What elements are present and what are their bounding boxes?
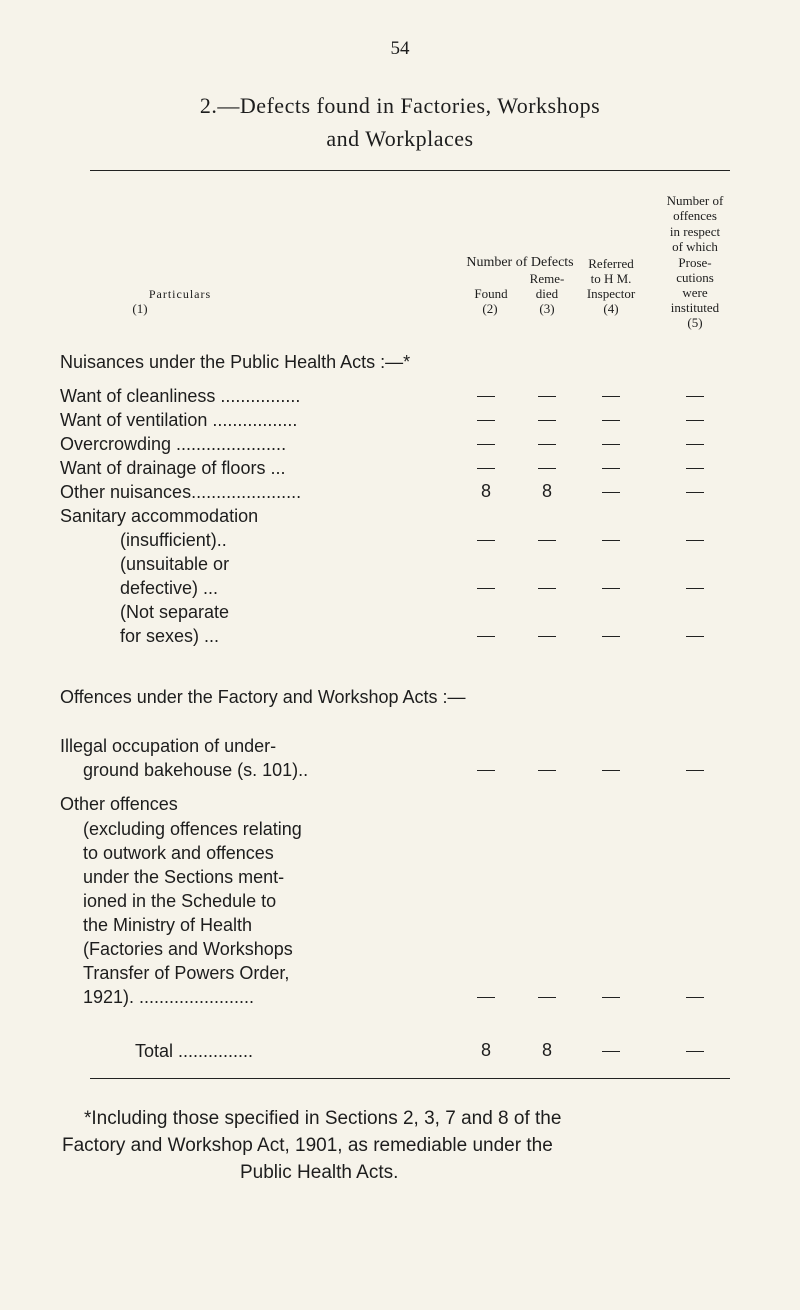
dash-cell: [466, 433, 506, 454]
dash-cell: [466, 625, 506, 646]
dash-cell: [591, 986, 631, 1007]
dash-cell: [466, 529, 506, 550]
header-particulars: Particulars: [148, 287, 212, 301]
header-remedied-num: (3): [539, 301, 555, 316]
dash-cell: [675, 409, 715, 430]
header-prosecutions-8: instituted: [670, 300, 720, 315]
dash-cell: [527, 457, 567, 478]
row-other-offences-6: the Ministry of Health: [83, 915, 253, 935]
header-prosecutions-7: were: [682, 285, 708, 300]
dash-cell: [675, 385, 715, 406]
total-label: Total ...............: [135, 1041, 254, 1061]
header-found-num: (2): [482, 301, 498, 316]
row-not-separate-2: for sexes) ...: [120, 626, 220, 646]
dash-cell: [675, 625, 715, 646]
header-prosecutions-1: Number of: [666, 193, 724, 208]
dash-cell: [527, 986, 567, 1007]
dash-cell: [466, 385, 506, 406]
dash-cell: [591, 1040, 631, 1061]
header-prosecutions-num: (5): [687, 315, 703, 330]
row-want-of-cleanliness: Want of cleanliness ................: [60, 386, 301, 406]
bottom-rule: [90, 1078, 730, 1079]
dash-cell: [675, 433, 715, 454]
header-number-of-defects: Number of Defects: [466, 255, 574, 270]
header-referred-num: (4): [603, 301, 619, 316]
dash-cell: [466, 759, 506, 780]
row-insufficient: (insufficient)..: [120, 530, 227, 550]
row-other-offences-3: to outwork and offences: [83, 843, 274, 863]
dash-cell: [591, 625, 631, 646]
dash-cell: [591, 457, 631, 478]
dash-cell: [591, 481, 631, 502]
section-title: 2.—Defects found in Factories, Workshops: [199, 93, 601, 118]
dash-cell: [527, 385, 567, 406]
header-remedied-1: Reme-: [529, 271, 565, 286]
dash-cell: [466, 986, 506, 1007]
dash-cell: [675, 759, 715, 780]
row-illegal-occupation-1: Illegal occupation of under-: [60, 736, 277, 756]
section-title-line2: and Workplaces: [326, 126, 474, 151]
section-offences: Offences under the Factory and Workshop Acts :—: [60, 687, 466, 707]
dash-cell: [527, 577, 567, 598]
row-overcrowding: Overcrowding ......................: [60, 434, 287, 454]
footnote-line3: Public Health Acts.: [240, 1162, 399, 1183]
dash-cell: [466, 409, 506, 430]
row-not-separate-1: (Not separate: [120, 602, 230, 622]
dash-cell: [675, 481, 715, 502]
dash-cell: [591, 529, 631, 550]
header-referred-2: to H M.: [590, 271, 632, 286]
dash-cell: [675, 457, 715, 478]
total-remedied: 8: [541, 1040, 552, 1060]
header-referred-3: Inspector: [586, 286, 636, 301]
other-nuisances-remedied: 8: [541, 481, 552, 501]
section-nuisances: Nuisances under the Public Health Acts :—*: [60, 352, 411, 372]
footnote-line2: Factory and Workshop Act, 1901, as remediable under the: [62, 1135, 553, 1156]
header-referred-1: Referred: [588, 256, 634, 271]
dash-cell: [527, 529, 567, 550]
header-found: Found: [474, 286, 508, 301]
row-other-offences-4: under the Sections ment-: [83, 867, 285, 887]
dash-cell: [591, 433, 631, 454]
row-want-of-drainage: Want of drainage of floors ...: [60, 458, 286, 478]
header-prosecutions-4: of which: [672, 239, 718, 254]
row-other-offences-7: (Factories and Workshops: [83, 939, 293, 959]
dash-cell: [527, 409, 567, 430]
row-other-offences-8: Transfer of Powers Order,: [83, 963, 290, 983]
dash-cell: [591, 385, 631, 406]
footnote-line1: *Including those specified in Sections 2, 3, 7 and 8 of the: [84, 1108, 562, 1129]
dash-cell: [466, 457, 506, 478]
dash-cell: [675, 1040, 715, 1061]
dash-cell: [527, 433, 567, 454]
row-other-offences-9: 1921). .......................: [83, 987, 255, 1007]
dash-cell: [675, 986, 715, 1007]
dash-cell: [675, 577, 715, 598]
dash-cell: [591, 759, 631, 780]
row-illegal-occupation-2: ground bakehouse (s. 101)..: [83, 760, 309, 780]
header-prosecutions-5: Prose-: [678, 255, 712, 270]
row-other-offences: Other offences: [60, 794, 178, 814]
header-prosecutions-3: in respect: [669, 224, 721, 239]
dash-cell: [675, 529, 715, 550]
header-prosecutions-2: offences: [673, 208, 717, 223]
dash-cell: [466, 577, 506, 598]
row-want-of-ventilation: Want of ventilation .................: [60, 410, 298, 430]
other-nuisances-found: 8: [480, 481, 491, 501]
total-found: 8: [480, 1040, 491, 1060]
dash-cell: [591, 577, 631, 598]
header-prosecutions-6: cutions: [676, 270, 714, 285]
row-other-offences-5: ioned in the Schedule to: [83, 891, 277, 911]
page-number: 54: [390, 38, 410, 59]
header-particulars-num: (1): [132, 301, 148, 316]
top-rule: [90, 170, 730, 171]
row-sanitary-accommodation: Sanitary accommodation: [60, 506, 259, 526]
header-remedied-2: died: [535, 286, 559, 301]
dash-cell: [591, 409, 631, 430]
row-unsuitable-1: (unsuitable or: [120, 554, 230, 574]
dash-cell: [527, 625, 567, 646]
row-unsuitable-2: defective) ...: [120, 578, 219, 598]
dash-cell: [527, 759, 567, 780]
row-other-offences-2: (excluding offences relating: [83, 819, 302, 839]
row-other-nuisances: Other nuisances......................: [60, 482, 302, 502]
